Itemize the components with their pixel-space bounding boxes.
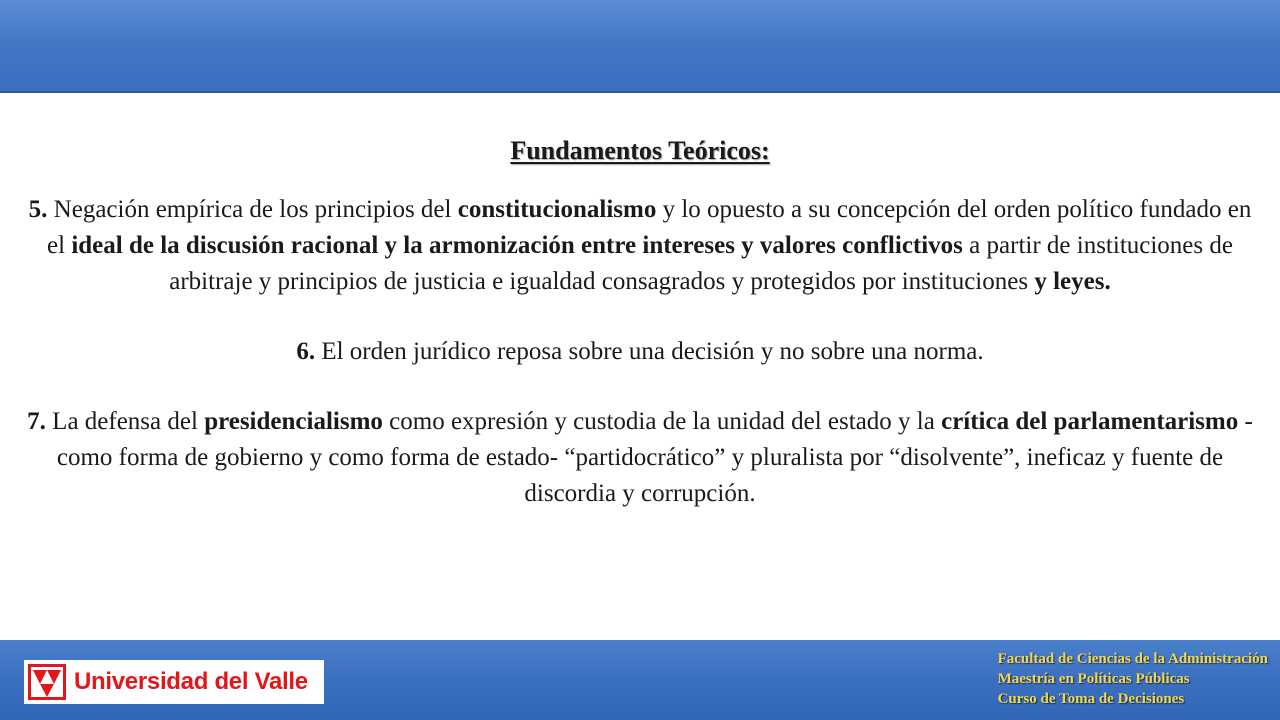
paragraph-text: y lo opuesto a su concepción del orden político fundado en el <box>47 196 1252 259</box>
paragraph-text: -como forma de gobierno y como forma de estado- “partidocrático” y pluralista por “disolvente”, ineficaz y fuente de discordia y corrupción. <box>56 408 1253 507</box>
faculty-name: Facultad de Ciencias de la Administración <box>997 651 1268 667</box>
header-bar <box>0 0 1280 93</box>
emphasis-text: presidencialismo <box>204 408 383 435</box>
program-name: Maestría en Políticas Públicas <box>997 671 1190 687</box>
paragraph-text: La defensa del <box>45 408 205 435</box>
paragraph-7 <box>20 404 1260 512</box>
university-logo <box>24 660 324 704</box>
emphasis-text: crítica del parlamentarismo <box>941 408 1239 435</box>
item-number: 7. <box>27 408 46 435</box>
emphasis-text: ideal de la discusión racional y la armonización entre intereses y valores conflictivos <box>71 232 963 259</box>
item-number: 6. <box>296 338 316 365</box>
slide-title: Fundamentos Teóricos: <box>510 136 770 165</box>
emphasis-text: y leyes. <box>1034 268 1111 295</box>
slide-content <box>20 133 1260 512</box>
paragraph-text: Negación empírica de los principios del <box>47 196 458 223</box>
footer-info <box>998 649 1268 709</box>
item-number: 5. <box>28 196 48 223</box>
paragraph-text: a partir de instituciones de arbitraje y principios de justicia e igualdad consagrados y protegidos por instituciones <box>169 232 1233 295</box>
univalle-logo-icon <box>28 664 66 700</box>
paragraph-text: como expresión y custodia de la unidad del estado y la <box>382 408 942 435</box>
course-name: Curso de Toma de Decisiones <box>997 691 1185 707</box>
paragraph-text: El orden jurídico reposa sobre una decisión y no sobre una norma. <box>315 338 984 365</box>
emphasis-text: constitucionalismo <box>457 196 657 223</box>
paragraph-5 <box>20 192 1260 300</box>
logo-text: Universidad del Valle <box>74 668 308 695</box>
paragraph-6 <box>20 334 1260 370</box>
